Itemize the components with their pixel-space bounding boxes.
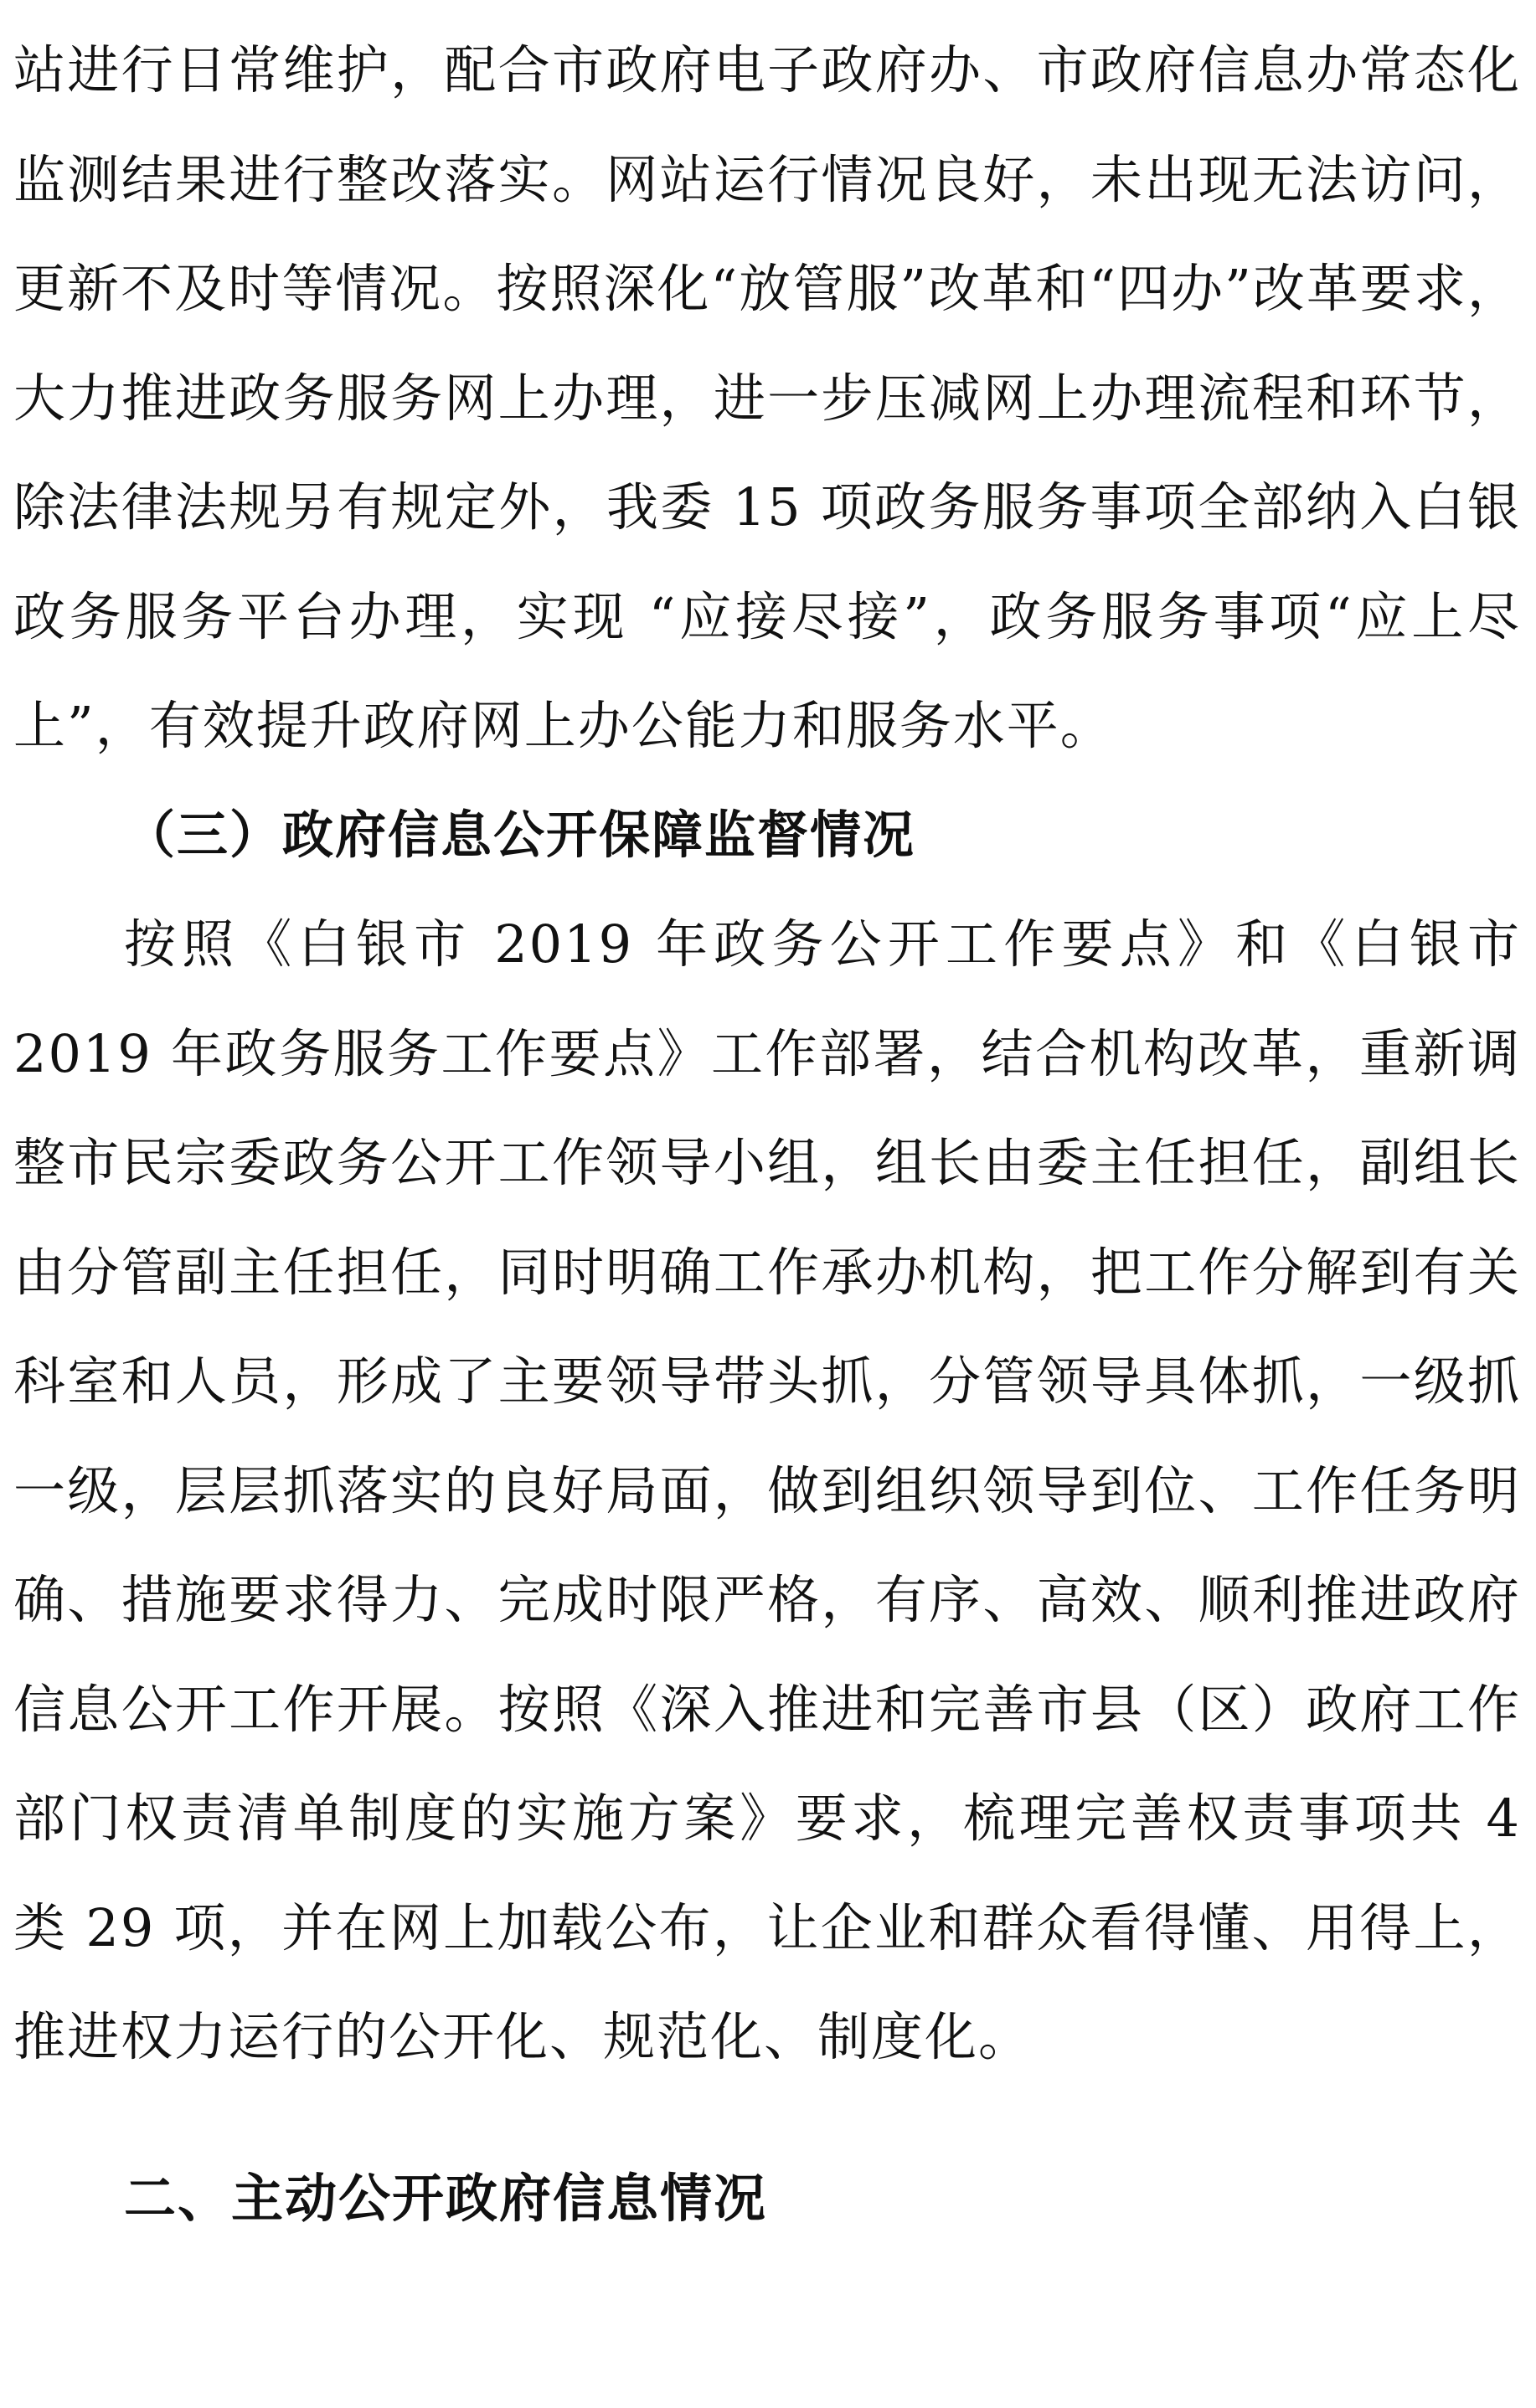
document-page xyxy=(13,0,1521,2253)
body-paragraph-disclosure-work: 按照《白银市 2019 年政务公开工作要点》和《白银市 2019 年政务服务工作要点》工作部署，结合机构改革，重新调整市民宗委政务公开工作领导小组，组长由委主任担任，副组长由分管副主任担任，同时明确工作承办机构，把工作分解到有关科室和人员，形成了主要领导带头抓，分管领导具体抓，一级抓一级，层层抓落实的良好局面，做到组织领导到位、工作任务明确、措施要求得力、完成时限严格，有序、高效、顺利推进政府信息公开工作开展。按照《深入推进和完善市县（区）政府工作部门权责清单制度的实施方案》要求，梳理完善权责事项共 4 类 29 项，并在网上加载公布，让企业和群众看得懂、用得上，推进权力运行的公开化、规范化、制度化。 xyxy=(13,913,1521,2067)
body-paragraph-website-maintenance: 站进行日常维护，配合市政府电子政府办、市政府信息办常态化监测结果进行整改落实。网站运行情况良好，未出现无法访问，更新不及时等情况。按照深化“放管服”改革和“四办”改革要求，大力推进政务服务网上办理，进一步压减网上办理流程和环节，除法律法规另有规定外，我委 15 项政务服务事项全部纳入白银政务服务平台办理，实现 “应接尽接”，政务服务事项“应上尽上”，有效提升政府网上办公能力和服务水平。 xyxy=(13,39,1521,756)
subheading-information-disclosure-supervision: （三）政府信息公开保障监督情况 xyxy=(124,805,916,865)
section-heading-proactive-disclosure: 二、主动公开政府信息情况 xyxy=(124,2167,768,2229)
